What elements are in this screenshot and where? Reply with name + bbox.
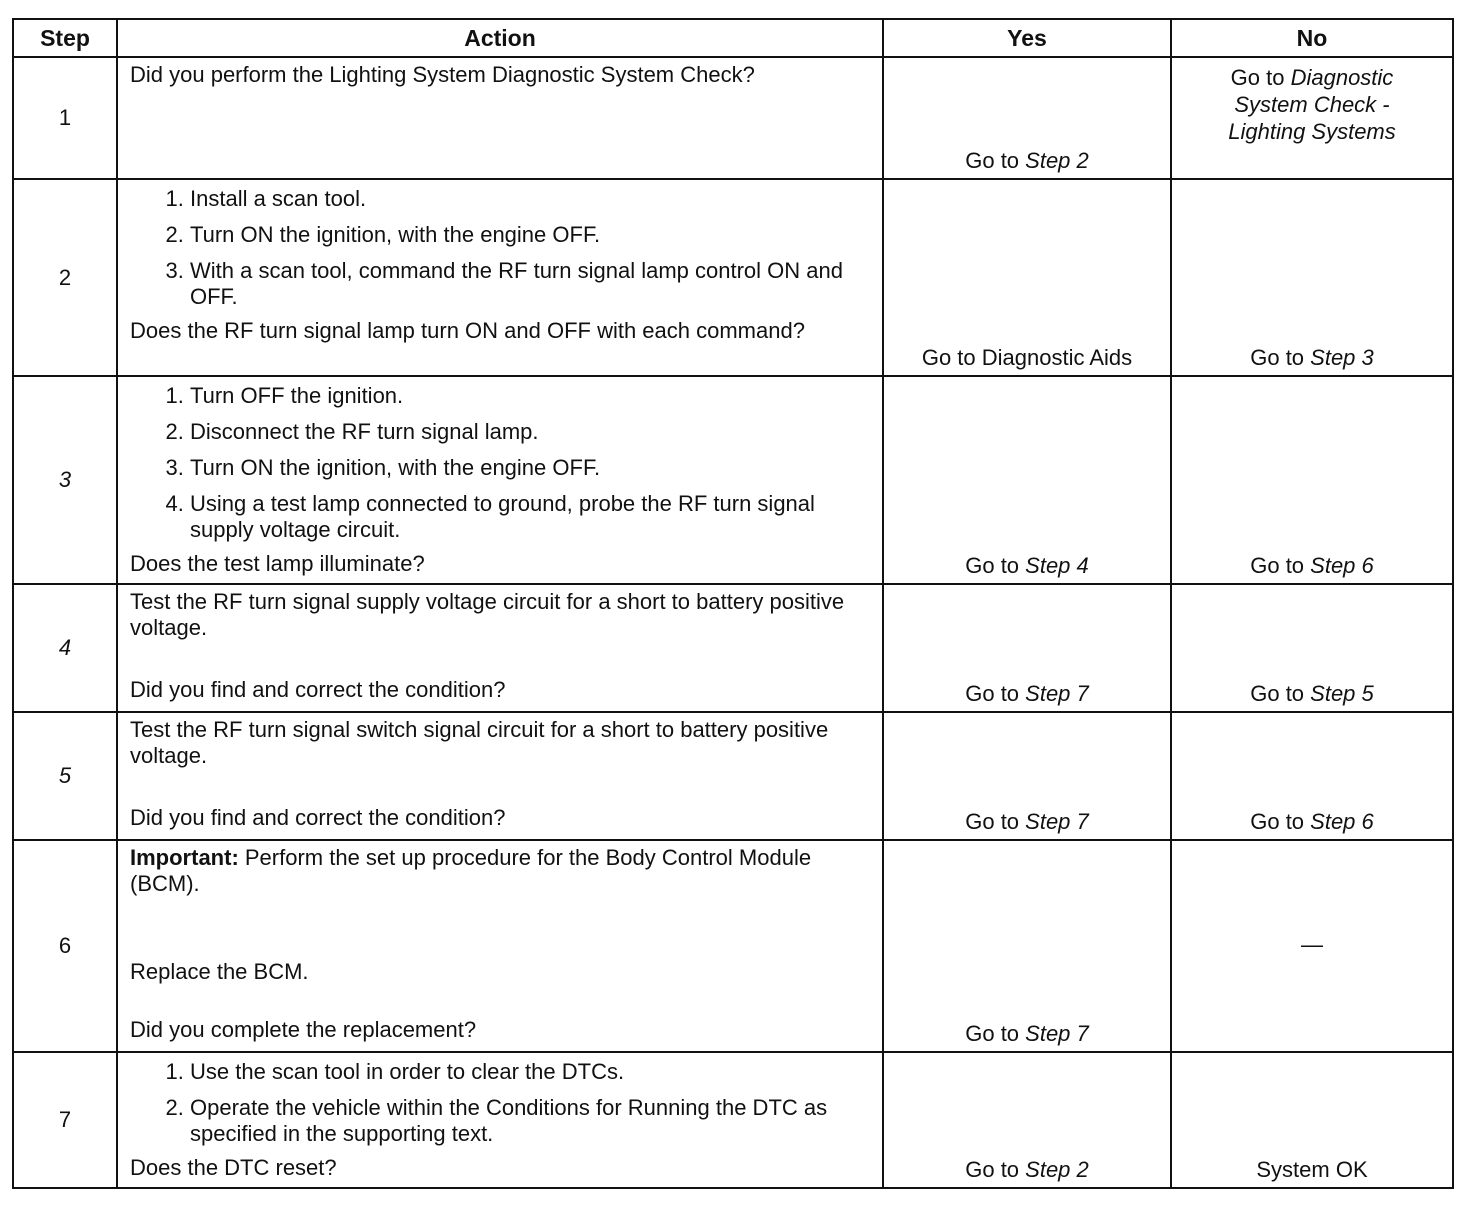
yes-link[interactable]: Step 2 (1025, 148, 1089, 173)
step-number: 2 (13, 179, 117, 376)
diagnostic-table (12, 18, 1454, 1189)
action-item: 2. Turn ON the ignition, with the engine OFF. (190, 222, 872, 248)
yes-cell (883, 376, 1171, 584)
step-number: 5 (13, 712, 117, 840)
action-item: 4. Using a test lamp connected to ground, probe the RF turn signal supply voltage circuit. (190, 491, 872, 543)
important-text: Perform the set up procedure for the Body Control Module (BCM). (130, 845, 812, 896)
step-number: 7 (13, 1052, 117, 1188)
action-cell (117, 376, 883, 584)
action-item: 2. Disconnect the RF turn signal lamp. (190, 419, 872, 445)
yes-text: Go to Diagnostic Aids (921, 345, 1133, 370)
no-prefix: Go to (1230, 65, 1291, 90)
yes-link[interactable]: Step 7 (1025, 1021, 1089, 1046)
action-question: Does the DTC reset? (130, 1155, 337, 1180)
no-cell (1171, 57, 1453, 179)
header-yes: Yes (883, 19, 1171, 57)
header-no: No (1171, 19, 1453, 57)
action-item: 3. Turn ON the ignition, with the engine OFF. (190, 455, 872, 481)
yes-cell (883, 1052, 1171, 1188)
table-row (13, 376, 1453, 584)
no-cell (1171, 712, 1453, 840)
action-question: Does the test lamp illuminate? (130, 551, 425, 576)
yes-prefix: Go to (965, 553, 1026, 578)
action-cell (117, 179, 883, 376)
no-prefix: Go to (1250, 681, 1311, 706)
no-cell (1171, 840, 1453, 1052)
action-cell (117, 57, 883, 179)
yes-link[interactable]: Step 2 (1025, 1157, 1089, 1182)
no-prefix: Go to (1250, 553, 1311, 578)
no-prefix: Go to (1250, 809, 1311, 834)
action-question: Did you find and correct the condition? (130, 677, 506, 702)
no-text: — (1301, 931, 1323, 957)
table-row (13, 712, 1453, 840)
step-number: 6 (13, 840, 117, 1052)
yes-link[interactable]: Step 7 (1025, 809, 1089, 834)
yes-link[interactable]: Step 4 (1025, 553, 1089, 578)
no-cell (1171, 584, 1453, 712)
no-link[interactable]: System Check - (1234, 92, 1390, 117)
yes-cell (883, 584, 1171, 712)
table-row (13, 179, 1453, 376)
header-action: Action (117, 19, 883, 57)
action-cell (117, 712, 883, 840)
step-number: 1 (13, 57, 117, 179)
action-list (130, 1059, 872, 1147)
action-text: Replace the BCM. (130, 959, 309, 984)
yes-cell (883, 840, 1171, 1052)
no-link[interactable]: Step 3 (1310, 345, 1374, 370)
no-link[interactable]: Lighting Systems (1228, 119, 1396, 144)
no-prefix: Go to (1250, 345, 1311, 370)
yes-prefix: Go to (965, 809, 1026, 834)
yes-prefix: Go to (965, 681, 1026, 706)
header-row (13, 19, 1453, 57)
no-cell (1171, 1052, 1453, 1188)
action-item: 1. Turn OFF the ignition. (190, 383, 872, 409)
yes-prefix: Go to (965, 1157, 1026, 1182)
header-step: Step (13, 19, 117, 57)
no-cell (1171, 179, 1453, 376)
action-text: Test the RF turn signal switch signal circuit for a short to battery positive voltage. (130, 717, 829, 768)
action-item: 3. With a scan tool, command the RF turn signal lamp control ON and OFF. (190, 258, 872, 310)
important-label: Important: (130, 845, 239, 870)
table-row (13, 840, 1453, 1052)
action-question: Did you complete the replacement? (130, 1017, 477, 1042)
yes-cell (883, 57, 1171, 179)
yes-link[interactable]: Step 7 (1025, 681, 1089, 706)
yes-cell (883, 179, 1171, 376)
action-list (130, 383, 872, 543)
important-note (130, 845, 872, 897)
yes-cell (883, 712, 1171, 840)
action-question: Did you find and correct the condition? (130, 805, 506, 830)
no-link[interactable]: Step 5 (1310, 681, 1374, 706)
step-number: 3 (13, 376, 117, 584)
action-list (130, 186, 872, 310)
step-number: 4 (13, 584, 117, 712)
yes-prefix: Go to (965, 1021, 1026, 1046)
table-row (13, 1052, 1453, 1188)
no-cell (1171, 376, 1453, 584)
no-text: System OK (1256, 1157, 1368, 1182)
action-item: 2. Operate the vehicle within the Conditions for Running the DTC as specified in the supporting text. (190, 1095, 872, 1147)
table-row (13, 57, 1453, 179)
action-cell (117, 840, 883, 1052)
no-link[interactable]: Step 6 (1310, 553, 1374, 578)
yes-prefix: Go to (965, 148, 1026, 173)
action-cell (117, 584, 883, 712)
action-item: 1. Use the scan tool in order to clear the DTCs. (190, 1059, 872, 1085)
no-link[interactable]: Diagnostic (1290, 65, 1394, 90)
action-text: Test the RF turn signal supply voltage circuit for a short to battery positive voltage. (130, 589, 845, 640)
action-cell (117, 1052, 883, 1188)
no-link[interactable]: Step 6 (1310, 809, 1374, 834)
table-row (13, 584, 1453, 712)
action-item: 1. Install a scan tool. (190, 186, 872, 212)
action-text: Did you perform the Lighting System Diagnostic System Check? (130, 62, 755, 87)
action-question: Does the RF turn signal lamp turn ON and OFF with each command? (130, 318, 805, 343)
